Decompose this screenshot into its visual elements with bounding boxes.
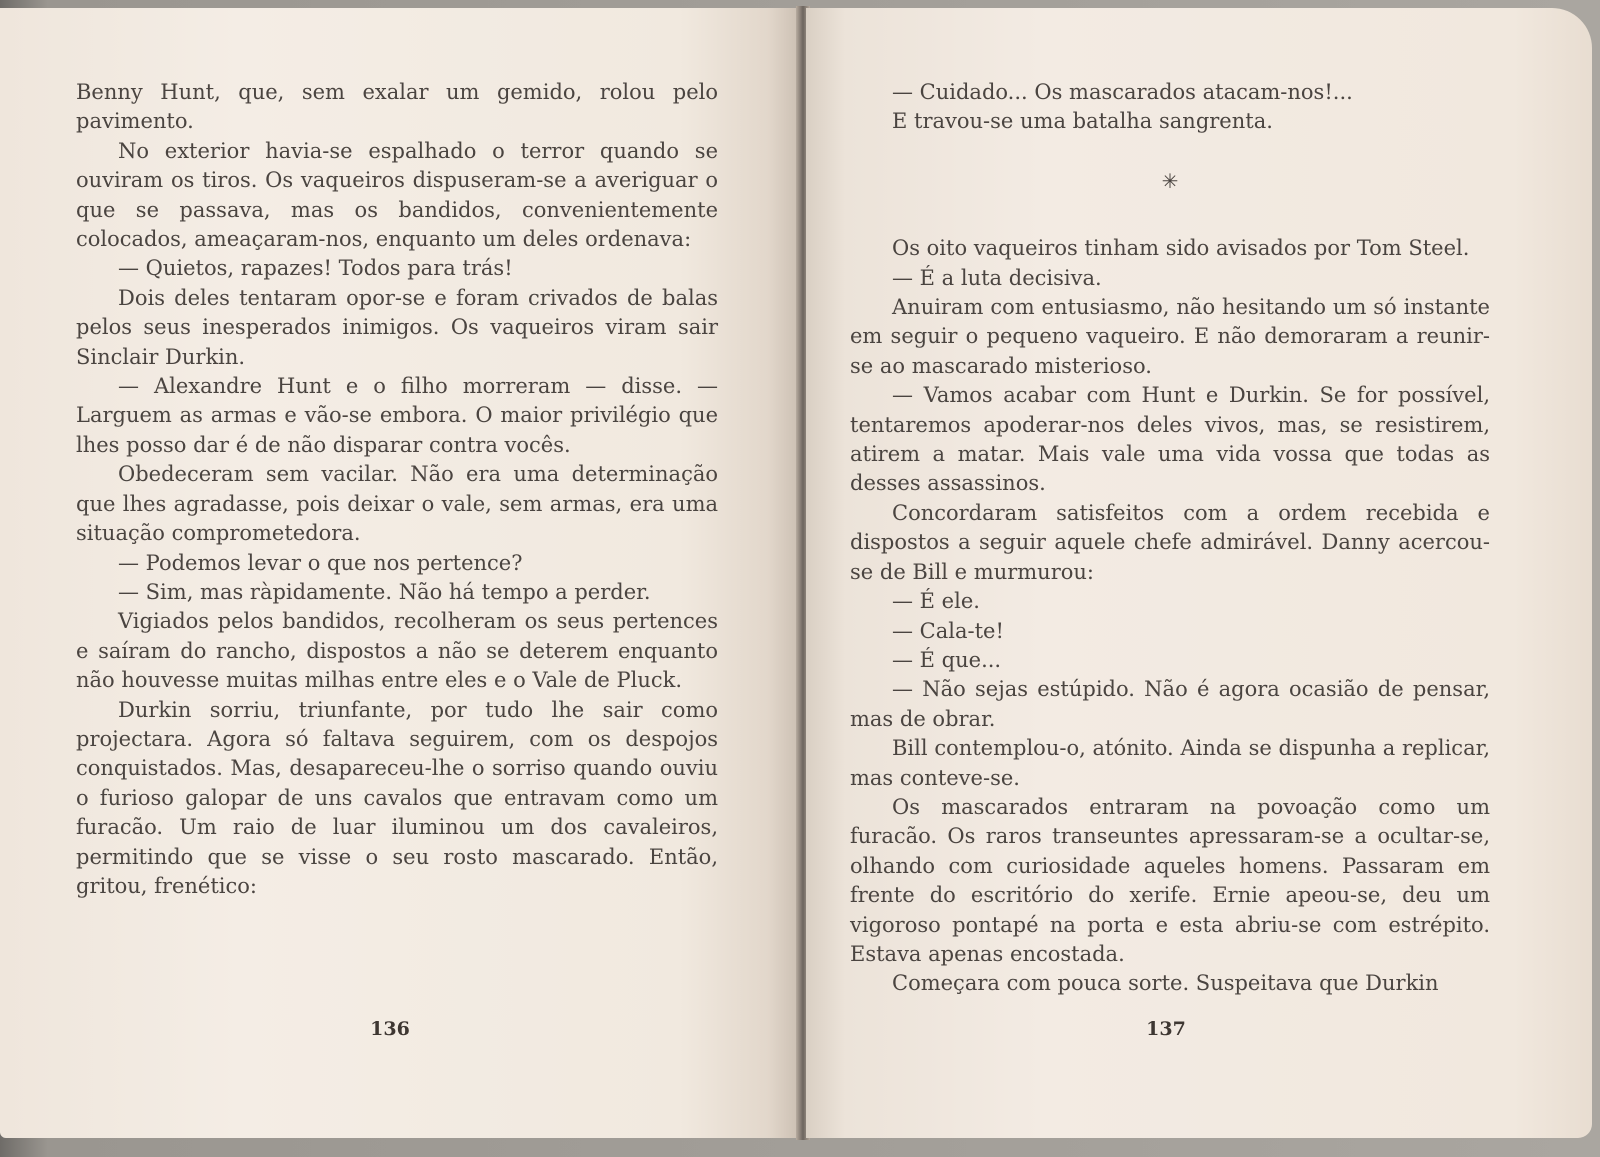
spacer xyxy=(850,137,1490,161)
page-number-left: 136 xyxy=(370,1018,410,1040)
paragraph: — É a luta decisiva. xyxy=(892,265,1102,290)
left-page-text xyxy=(76,78,718,901)
paragraph: Dois deles tentaram opor-se e foram crivados de balas pelos seus inesperados inimigos. Os vaqueiros viram sair Sinclair Durkin. xyxy=(76,285,718,369)
paragraph: — Sim, mas ràpidamente. Não há tempo a perder. xyxy=(118,579,651,604)
section-separator-icon: ✳ xyxy=(1161,168,1179,193)
paragraph: Vigiados pelos bandidos, recolheram os seus pertences e saíram do rancho, dispostos a não se deterem enquanto não houvesse muitas milhas entre eles e o Vale de Pluck. xyxy=(76,609,718,693)
right-page-text xyxy=(850,78,1490,999)
paragraph: Os oito vaqueiros tinham sido avisados por Tom Steel. xyxy=(892,236,1470,261)
paragraph: Os mascarados entraram na povoação como um furacão. Os raros transeuntes apressaram-se a ocultar-se, olhando com curiosidade aqueles homens. Passaram em frente do escritório do xerife. Ernie apeou-se, deu um vigoroso pontapé na porta e esta abriu-se com estrépito. Estava apenas encostada. xyxy=(850,794,1490,966)
paragraph: Concordaram satisfeitos com a ordem recebida e dispostos a seguir aquele chefe admirável. Danny acercou-se de Bill e murmurou: xyxy=(850,500,1490,584)
paragraph: Obedeceram sem vacilar. Não era uma determinação que lhes agradasse, pois deixar o vale, sem armas, era uma situação comprometedora. xyxy=(76,462,718,546)
paragraph: Anuiram com entusiasmo, não hesitando um só instante em seguir o pequeno vaqueiro. E não demoraram a reunir-se ao mascarado misterioso. xyxy=(850,295,1490,378)
paragraph: — Quietos, rapazes! Todos para trás! xyxy=(118,256,513,281)
paragraph: — É ele. xyxy=(892,589,980,614)
paragraph: — Alexandre Hunt e o filho morreram — disse. — Larguem as armas e vão-se embora. O maior privilégio que lhes posso dar é de não disparar contra vocês. xyxy=(76,374,718,457)
paragraph: Bill contemplou-o, atónito. Ainda se dispunha a replicar, mas conteve-se. xyxy=(850,736,1490,790)
right-page xyxy=(806,8,1592,1138)
paragraph: — Cala-te! xyxy=(892,618,1004,643)
paragraph: Durkin sorriu, triunfante, por tudo lhe sair como projectara. Agora só faltava seguirem, com os despojos conquistados. Mas, desapareceu-lhe o sorriso quando ouviu o furioso galopar de uns cavalos que entravam como um furacão. Um raio de luar iluminou um dos cavaleiros, permitindo que se visse o seu rosto mascarado. Então, gritou, frenético: xyxy=(76,697,718,898)
left-page xyxy=(0,8,800,1138)
paragraph: No exterior havia-se espalhado o terror quando se ouviram os tiros. Os vaqueiros dispuseram-se a averiguar o que se passava, mas os bandidos, convenientemente colocados, ameaçaram-nos, enquanto um deles ordenava: xyxy=(76,138,718,252)
paragraph: — Vamos acabar com Hunt e Durkin. Se for possível, tentaremos apoderar-nos deles vivos, mas, se resistirem, atirem a matar. Mais vale uma vida vossa que todas as desses assassinos. xyxy=(850,383,1490,496)
paragraph: Benny Hunt, que, sem exalar um gemido, rolou pelo pavimento. xyxy=(76,80,718,134)
paragraph: — Podemos levar o que nos pertence? xyxy=(118,550,523,575)
paragraph: E travou-se uma batalha sangrenta. xyxy=(892,109,1273,134)
paragraph: — Cuidado... Os mascarados atacam-nos!... xyxy=(892,80,1353,104)
page-number-right: 137 xyxy=(1146,1018,1186,1040)
paragraph: Começara com pouca sorte. Suspeitava que Durkin xyxy=(892,971,1439,996)
spacer xyxy=(850,210,1490,234)
paragraph: — Não sejas estúpido. Não é agora ocasião de pensar, mas de obrar. xyxy=(850,677,1490,731)
paragraph: — É que... xyxy=(892,647,1002,672)
